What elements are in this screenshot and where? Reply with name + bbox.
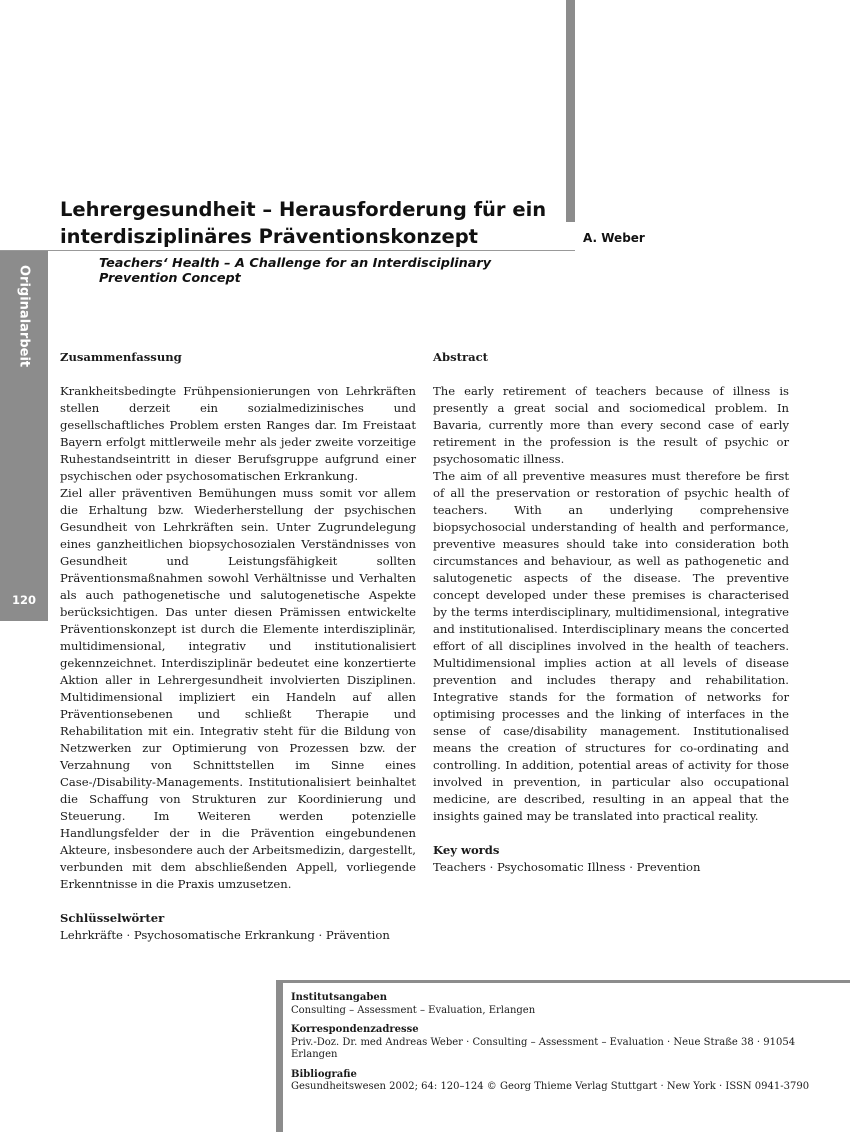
english-keywords-heading: Key words — [433, 843, 500, 857]
german-keywords: Lehrkräfte · Psychosomatische Erkrankung · Prävention — [60, 928, 390, 942]
article-type-label: Originalarbeit — [16, 265, 32, 368]
institute-label: Institutsangaben — [291, 992, 387, 1003]
english-keywords: Teachers · Psychosomatic Illness · Prevention — [433, 860, 701, 874]
article-info-box — [276, 980, 850, 1132]
institute-value: Consulting – Assessment – Evaluation, Erlangen — [291, 1004, 536, 1016]
spacer — [60, 893, 416, 910]
english-paragraph-1: The early retirement of teachers because of illness is presently a great social and sociomedical problem. In Bavaria, currently more than every second case of early retirement in the profession is the result of psychic or psychosomatic illness. — [433, 384, 789, 466]
german-paragraph-1: Krankheitsbedingte Frühpensionierungen von Lehrkräften stellen derzeit ein sozialmedizinisches und gesellschaftliches Problem ersten Ranges dar. Im Freistaat Bayern erfolgt mittlerweile mehr als jeder zweite vorzeitige Ruhestandseintritt in dieser Berufsgruppe aufgrund einer psychischen oder psychosomatischen Erkrankung. — [60, 384, 416, 483]
german-paragraph-2: Ziel aller präventiven Bemühungen muss somit vor allem die Erhaltung bzw. Wiederherstellung der psychischen Gesundheit von Lehrkräften sein. Unter Zugrundelegung eines ganzheitlichen biopsychosozialen Verständnisses von Gesundheit und Leistungsfähigkeit sollten Präventionsmaßnahmen sowohl Verhältnisse und Verhalten als auch pathogenetische und salutogenetische Aspekte berücksichtigen. Das unter diesen Prämissen entwickelte Präventionskonzept ist durch die Elemente interdisziplinär, multidimensional, integrativ und institutionalisiert gekennzeichnet. Interdisziplinär bedeutet eine konzertierte Aktion aller in Lehrergesundheit involvierten Disziplinen. Multidimensional impliziert ein Handeln auf allen Präventionsebenen und schließt Therapie und Rehabilitation mit ein. Integrativ steht für die Bildung von Netzwerken zur Optimierung von Prozessen bzw. der Verzahnung von Schnittstellen im Sinne eines Case-/Disability-Managements. Institutionalisiert beinhaltet die Schaffung von Strukturen zur Koordinierung und Steuerung. Im Weiteren werden potenzielle Handlungsfelder der in die Prävention eingebundenen Akteure, insbesondere auch der Arbeitsmedizin, dargestellt, verbunden mit dem abschließenden Appell, vorliegende Erkenntnisse in die Praxis umzusetzen. — [60, 486, 416, 891]
page-number: 120 — [11, 593, 36, 607]
side-tab — [0, 251, 48, 621]
german-abstract-column — [60, 349, 416, 944]
footer-side-bar — [276, 980, 283, 1132]
article-title-english: Teachers‘ Health – A Challenge for an Interdisciplinary Prevention Concept — [99, 256, 492, 286]
author-name: A. Weber — [583, 231, 645, 245]
spacer — [433, 825, 789, 842]
title-divider — [0, 250, 575, 251]
correspondence-value: Priv.-Doz. Dr. med Andreas Weber · Consulting – Assessment – Evaluation · Neue Straße 38 · 91054 Erlangen — [291, 1036, 796, 1060]
german-keywords-heading: Schlüsselwörter — [60, 911, 165, 925]
footer-top-rule — [276, 980, 850, 983]
english-abstract-heading: Abstract — [433, 350, 489, 364]
footer-content — [291, 992, 841, 1101]
english-abstract-column — [433, 349, 789, 876]
german-abstract-heading: Zusammenfassung — [60, 350, 182, 364]
article-title-german: Lehrergesundheit – Herausforderung für ein interdisziplinäres Präventionskonzept — [60, 198, 547, 248]
bibliography-label: Bibliografie — [291, 1068, 357, 1080]
top-vertical-bar — [566, 0, 575, 222]
english-paragraph-2: The aim of all preventive measures must therefore be first of all the preservation or restoration of psychic health of teachers. With an underlying comprehensive biopsychosocial understanding of health and performance, preventive measures should take into consideration both circumstances and behaviour, as well as pathogenetic and salutogenetic aspects of the disease. The preventive concept developed under these premises is characterised by the terms interdisciplinary, multidimensional, integrative and institutionalised. Interdisciplinary means the concerted effort of all disciplines involved in the health of teachers. Multidimensional implies action at all levels of disease prevention and includes therapy and rehabilitation. Integrative stands for the formation of networks for optimising processes and the linking of interfaces in the sense of case/disability management. Institutionalised means the creation of structures for co-ordinating and controlling. In addition, potential areas of activity for those involved in prevention, in particular also occupational medicine, are described, resulting in an appeal that the insights gained may be translated into practical reality. — [433, 469, 789, 823]
correspondence-label: Korrespondenzadresse — [291, 1024, 419, 1035]
bibliography-value: Gesundheitswesen 2002; 64: 120–124 © Georg Thieme Verlag Stuttgart · New York · ISSN 0941-3790 — [291, 1081, 810, 1092]
side-label-box — [0, 251, 48, 371]
